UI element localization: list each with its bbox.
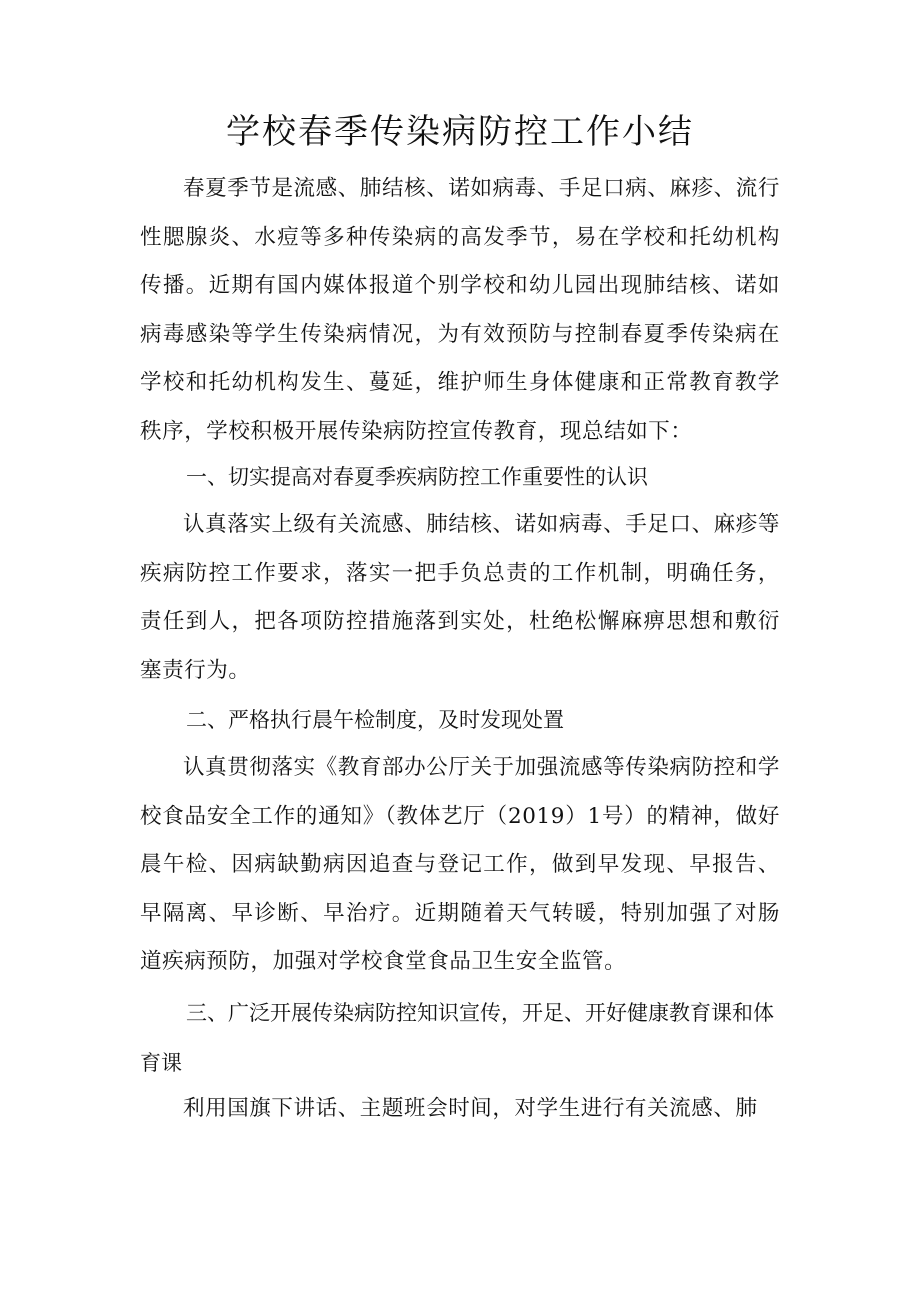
section-1-heading: 一、切实提高对春夏季疾病防控工作重要性的认识 — [186, 465, 648, 489]
section-3-body: 利用国旗下讲话、主题班会时间，对学生进行有关流感、肺 — [183, 1096, 758, 1121]
section-2-heading: 二、严格执行晨午检制度，及时发现处置 — [186, 708, 564, 732]
section-2-body: 认真贯彻落实《教育部办公厅关于加强流感等传染病防控和学校食品安全工作的通知》（教体艺厅（2019）1号）的精神，做好晨午检、因病缺勤病因追查与登记工作，做到早发现、早报告、早隔离、早诊断、早治疗。近期随着天气转暖，特别加强了对肠道疾病预防，加强对学校食堂食品卫生安全监管。 — [140, 755, 780, 974]
intro-paragraph: 春夏季节是流感、肺结核、诺如病毒、手足口病、麻疹、流行性腮腺炎、水痘等多种传染病的高发季节，易在学校和托幼机构传播。近期有国内媒体报道个别学校和幼儿园出现肺结核、诺如病毒感染等学生传染病情况，为有效预防与控制春夏季传染病在学校和托幼机构发生、蔓延，维护师生身体健康和正常教育教学秩序，学校积极开展传染病防控宣传教育，现总结如下： — [140, 176, 780, 444]
document-title: 学校春季传染病防控工作小结 — [226, 112, 694, 152]
section-3-heading: 三、广泛开展传染病防控知识宣传，开足、开好健康教育课和体育课 — [140, 1001, 774, 1075]
section-1-body: 认真落实上级有关流感、肺结核、诺如病毒、手足口、麻疹等疾病防控工作要求，落实一把手负总责的工作机制，明确任务，责任到人，把各项防控措施落到实处，杜绝松懈麻痹思想和敷衍塞责行为。 — [140, 512, 780, 683]
